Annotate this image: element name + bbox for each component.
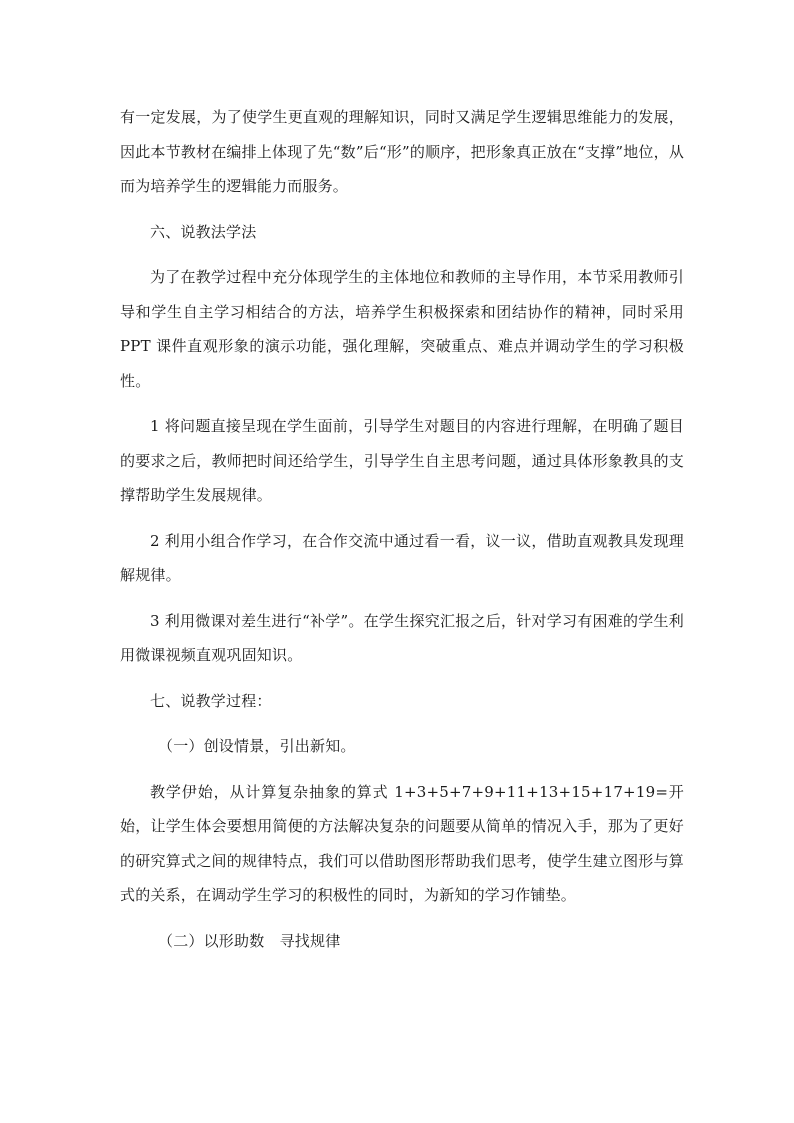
- list-item-3: 3 利用微课对差生进行“补学”。在学生探究汇报之后，针对学习有困难的学生利用微课视频直观巩固知识。: [120, 611, 684, 664]
- paragraph-continuation: 有一定发展，为了使学生更直观的理解知识，同时又满足学生逻辑思维能力的发展，因此本节教材在编排上体现了先“数”后“形”的顺序，把形象真正放在“支撑”地位，从而为培养学生的逻辑能力而服务。: [120, 108, 685, 195]
- section-heading-teaching-process: 七、说教学过程：: [150, 691, 272, 710]
- subheading-scenario: （一）创设情景，引出新知。: [158, 737, 356, 755]
- paragraph-teaching-methods: 为了在教学过程中充分体现学生的主体地位和教师的主导作用，本节采用教师引导和学生自主学习相结合的方法，培养学生积极探索和团结协作的精神，同时采用 PPT 课件直观形象的演示功能，强化理解，突破重点、难点并调动学生的学习积极性。: [120, 268, 684, 390]
- section-heading-teaching-methods: 六、说教法学法: [150, 222, 257, 241]
- paragraph-scenario: 教学伊始，从计算复杂抽象的算式 1+3+5+7+9+11+13+15+17+19=开始，让学生体会要想用简便的方法解决复杂的问题要从简单的情况入手，那为了更好的研究算式之间的规律特点，我们可以借助图形帮助我们思考，使学生建立图形与算式的关系，在调动学生学习的积极性的同时，为新知的学习作铺垫。: [120, 782, 684, 904]
- subheading-find-rules: （二）以形助数 寻找规律: [158, 931, 341, 950]
- list-item-1: 1 将问题直接呈现在学生面前，引导学生对题目的内容进行理解，在明确了题目的要求之后，教师把时间还给学生，引导学生自主思考问题，通过具体形象教具的支撑帮助学生发展规律。: [120, 417, 684, 504]
- document-page: [120, 100, 684, 969]
- list-item-2: 2 利用小组合作学习，在合作交流中通过看一看，议一议，借助直观教具发现理解规律。: [120, 531, 684, 584]
